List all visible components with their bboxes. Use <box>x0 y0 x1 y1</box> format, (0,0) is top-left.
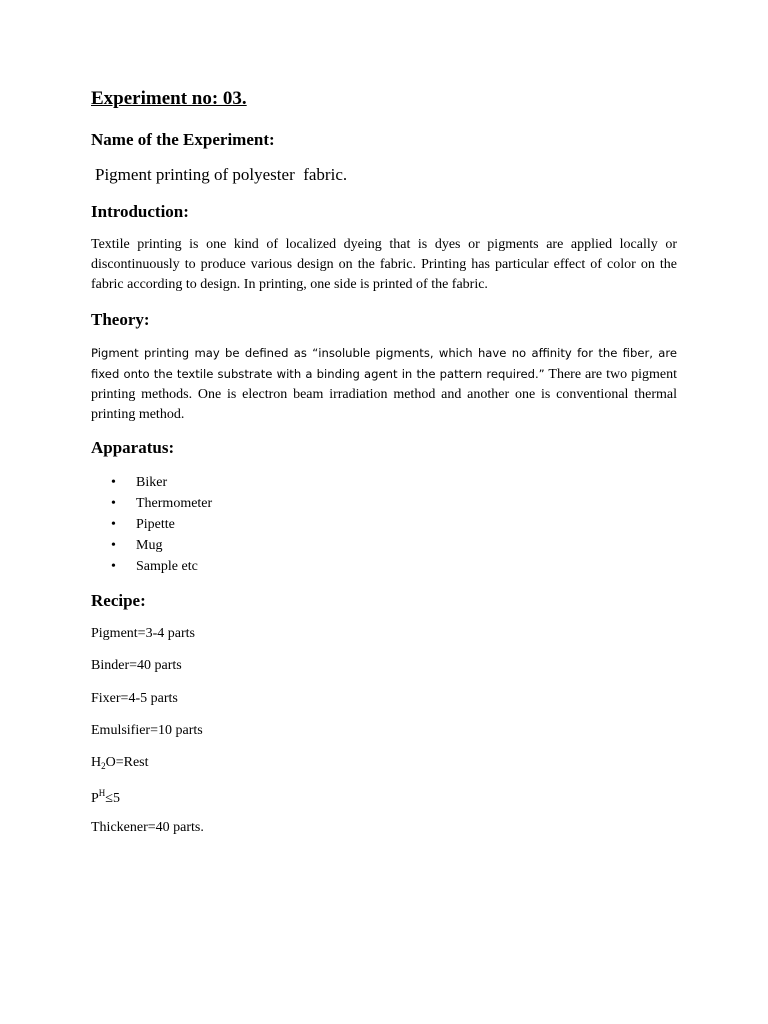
ph-superscript: H <box>98 788 106 798</box>
theory-paragraph <box>91 343 677 425</box>
introduction-heading: Introduction: <box>91 202 189 221</box>
water-subscript: 2 <box>101 761 106 771</box>
bullet: • <box>111 559 116 574</box>
bullet: • <box>111 517 116 532</box>
list-item <box>91 472 212 493</box>
introduction-paragraph: Textile printing is one kind of localized dyeing that is dyes or pigments are applied locally or discontinuously to produce various design on the fabric. Printing has particular effect of color on the fabric according to design. In printing, one side is printed of the fabric. <box>91 237 677 292</box>
bullet: • <box>111 475 116 490</box>
recipe-heading: Recipe: <box>91 591 146 610</box>
water-h: H <box>91 755 102 770</box>
recipe-binder: Binder=40 parts <box>91 658 182 673</box>
recipe-ph <box>91 788 120 807</box>
list-item <box>91 556 212 577</box>
water-rest: O=Rest <box>105 755 149 770</box>
list-item <box>91 514 212 535</box>
recipe-water <box>91 755 149 771</box>
apparatus-heading: Apparatus: <box>91 438 175 457</box>
apparatus-item: Pipette <box>136 517 175 532</box>
apparatus-item: Mug <box>136 538 163 553</box>
bullet: • <box>111 496 116 511</box>
theory-heading: Theory: <box>91 310 150 329</box>
apparatus-item: Thermometer <box>136 496 213 511</box>
experiment-name: Pigment printing of polyester fabric. <box>95 165 348 184</box>
experiment-title: Experiment no: 03. <box>91 88 247 109</box>
apparatus-item: Sample etc <box>136 559 198 574</box>
ph-rest: ≤5 <box>105 791 120 806</box>
recipe-thickener: Thickener=40 parts. <box>91 820 204 835</box>
recipe-pigment: Pigment=3-4 parts <box>91 626 195 641</box>
apparatus-list <box>91 472 212 577</box>
list-item <box>91 535 212 556</box>
list-item <box>91 493 212 514</box>
experiment-name-heading: Name of the Experiment: <box>91 130 275 149</box>
bullet: • <box>111 538 116 553</box>
theory-text-part2: There are two pigment printing methods. One is electron beam irradiation method and another one is conventional thermal printing method. <box>91 367 677 422</box>
recipe-emulsifier: Emulsifier=10 parts <box>91 723 203 738</box>
theory-text-part1: Pigment printing may be defined as “insoluble pigments, which have no affinity for the fiber, are fixed onto the textile substrate with a binding agent in the pattern required.” <box>91 346 677 381</box>
apparatus-item: Biker <box>136 475 168 490</box>
ph-p: P <box>91 791 99 806</box>
recipe-fixer: Fixer=4-5 parts <box>91 691 178 706</box>
